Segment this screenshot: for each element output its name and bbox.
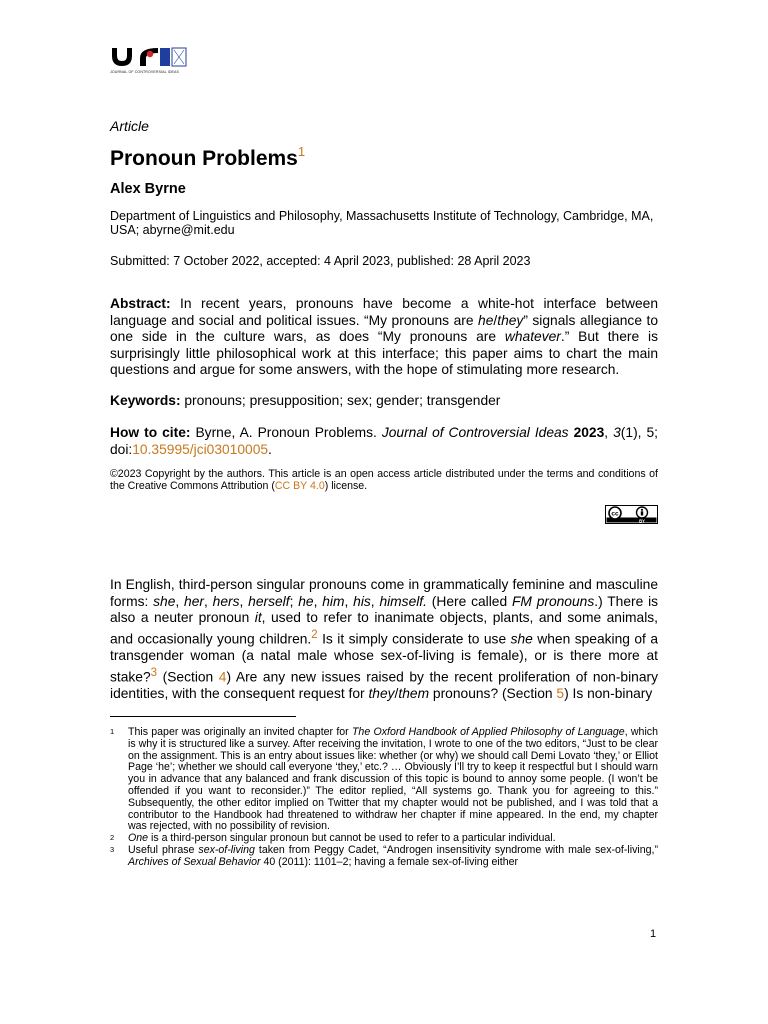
doi-link[interactable]: 10.35995/jci03010005: [132, 441, 269, 457]
article-type-label: Article: [110, 118, 149, 134]
body-text: (Here called: [426, 593, 512, 609]
cc-by-icon: [605, 505, 658, 524]
keywords: [110, 393, 658, 410]
footnote-number: 1: [110, 727, 115, 736]
body-text: ,: [204, 593, 213, 609]
abstract: [110, 296, 658, 379]
footnote-3: [110, 845, 658, 869]
body-em: they: [368, 685, 395, 701]
keywords-label: Keywords:: [110, 393, 181, 408]
footnote-number: 2: [110, 833, 115, 843]
copyright-notice: [110, 469, 658, 493]
cite-journal: Journal of Controversial Ideas: [381, 425, 569, 440]
body-text: Is it simply considerate to use: [317, 631, 511, 647]
body-text: ,: [239, 593, 249, 609]
cite-year: 2023: [573, 425, 605, 440]
body-text: ,: [175, 593, 185, 609]
author-name: Alex Byrne: [110, 181, 186, 197]
footnote-em: sex-of-living: [198, 843, 255, 856]
cite-text: .: [268, 441, 272, 457]
footnote-ref-2[interactable]: 2: [311, 628, 318, 641]
abstract-slash: /: [493, 312, 498, 328]
body-text: pronouns? (Section: [429, 685, 557, 701]
body-text: ;: [289, 593, 299, 609]
body-em: hers: [212, 593, 240, 609]
abstract-text: In recent years, pronouns have become a white-hot interface between language and social and political issues. “My pronouns are: [110, 296, 658, 328]
abstract-text: .” But there is surprisingly little philosophical work at this interface; this paper aims to chart the main questions and argue for some answers, with the hope of stimulating more research.: [110, 329, 658, 378]
logo-j-shape: [112, 48, 132, 66]
keywords-text: pronouns; presupposition; sex; gender; transgender: [180, 393, 501, 408]
footnote-text: Useful phrase: [128, 843, 199, 856]
journal-caption: JOURNAL OF CONTROVERSIAL IDEAS: [110, 70, 180, 74]
cite-text: ,: [604, 425, 614, 440]
cc-mark: cc: [611, 510, 619, 518]
cc-by-label: BY: [639, 518, 645, 524]
title-text: Pronoun Problems: [110, 147, 298, 170]
body-text: when speaking of a transgender woman (a natal male whose sex-of-living is female), or is there more at stake?: [110, 631, 658, 685]
cite-text: (1), 5; doi:: [110, 425, 658, 457]
cite-label: How to cite:: [110, 425, 191, 440]
page-number: 1: [650, 928, 657, 940]
author-affiliation: Department of Linguistics and Philosophy, Massachusetts Institute of Technology, Cambridge, MA, USA; abyrne@mit.edu: [110, 209, 654, 237]
cite-text: Byrne, A. Pronoun Problems.: [190, 425, 382, 440]
body-text: ,: [370, 593, 380, 609]
body-em: he: [298, 593, 314, 609]
cite-volume: 3: [613, 425, 621, 440]
body-text: ,: [344, 593, 354, 609]
footnote-text: taken from Peggy Cadet, “Androgen insensitivity syndrome with male sex-of-living,”: [254, 843, 658, 856]
footnote-text: , which is why it is structured like a survey. After receiving the invitation, I wrote to one of the two editors, “Just to be clear on the assignment. This is an entry about issues like: whether (or why) we should call Demi Lovato ‘they,’ or Elliot Page ‘he’; whether we should call everyone ‘they,’ etc.? … Obviously I’ll try to keep it respectful but I should warn you in advance that any balanced and frank discussion of this topic is bound to annoy some people. (I won’t be offended if you want to reconsider.)” The editor replied, “All systems go. Thank you for agreeing to this.” Subsequently, the other editor implied on Twitter that my chapter would not be published, and I was told that a contributor to the Handbook had threatened to withdraw her chapter if mine appeared. In the end, my chapter was rejected, with no possibility of revision.: [128, 726, 658, 833]
body-em: she: [510, 631, 533, 647]
body-em: him: [322, 593, 345, 609]
body-em: herself: [248, 593, 290, 609]
footnote-em: Archives of Sexual Behavior: [128, 855, 261, 868]
footnote-em: The Oxford Handbook of Applied Philosophy of Language: [351, 726, 625, 738]
license-link[interactable]: CC BY 4.0: [274, 479, 325, 492]
body-text: .) There is also a neuter pronoun: [110, 593, 659, 626]
section-link-5[interactable]: 5: [556, 685, 565, 701]
body-em: them: [398, 685, 430, 701]
footnote-divider: [110, 716, 296, 717]
body-text: ) Is non-binary: [564, 685, 653, 701]
jci-logo-icon: [110, 42, 190, 70]
logo-cross-lines: [174, 50, 184, 64]
section-link-4[interactable]: 4: [218, 669, 227, 685]
body-text: ) Are any new issues raised by the recent proliferation of non-binary identities, with the consequent request for: [110, 669, 659, 701]
body-text: /: [394, 685, 399, 701]
footnote-text: This paper was originally an invited chapter for: [128, 726, 352, 738]
body-paragraph: [110, 577, 658, 702]
abstract-em: whatever: [504, 329, 561, 345]
body-text: In English, third-person singular pronouns come in grammatically feminine and masculine forms:: [110, 577, 658, 609]
footnote-text: is a third-person singular pronoun but cannot be used to refer to a particular individual.: [148, 832, 556, 845]
footnote-em: One: [128, 832, 149, 845]
abstract-text: ” signals allegiance to one side in the culture wars, as does “My pronouns are: [110, 312, 659, 345]
title-footnote-ref[interactable]: 1: [297, 144, 306, 159]
copyright-text: ©2023 Copyright by the authors. This article is an open access article distributed under the terms and conditions of the Creative Commons Attribution (: [110, 468, 658, 492]
cc-by-badge[interactable]: [605, 505, 658, 524]
paper-title: [110, 144, 305, 171]
copyright-text: ) license.: [324, 479, 368, 492]
abstract-em: he: [478, 312, 494, 328]
body-text: , used to refer to inanimate objects, plants, and some animals, and occasionally young children.: [110, 610, 658, 647]
footnote-1: [110, 727, 658, 833]
how-to-cite: [110, 425, 658, 458]
body-text: ,: [313, 593, 323, 609]
logo-blue-block: [160, 48, 170, 66]
logo-red-dot: [147, 51, 153, 57]
publication-dates: Submitted: 7 October 2022, accepted: 4 April 2023, published: 28 April 2023: [110, 254, 531, 268]
body-em: his: [353, 593, 371, 609]
body-em: it: [254, 610, 262, 626]
body-em: himself.: [379, 593, 427, 609]
body-em: her: [184, 593, 204, 609]
footnote-text: 40 (2011): 1101–2; having a female sex-of-living either: [260, 855, 519, 868]
body-em: she: [153, 593, 176, 609]
footnotes: [110, 727, 658, 869]
abstract-label: Abstract:: [110, 296, 171, 311]
body-em: FM pronouns: [511, 593, 595, 609]
footnote-number: 3: [110, 844, 115, 854]
footnote-ref-3[interactable]: 3: [150, 666, 158, 679]
body-text: (Section: [157, 669, 219, 685]
abstract-em: they: [497, 312, 524, 328]
